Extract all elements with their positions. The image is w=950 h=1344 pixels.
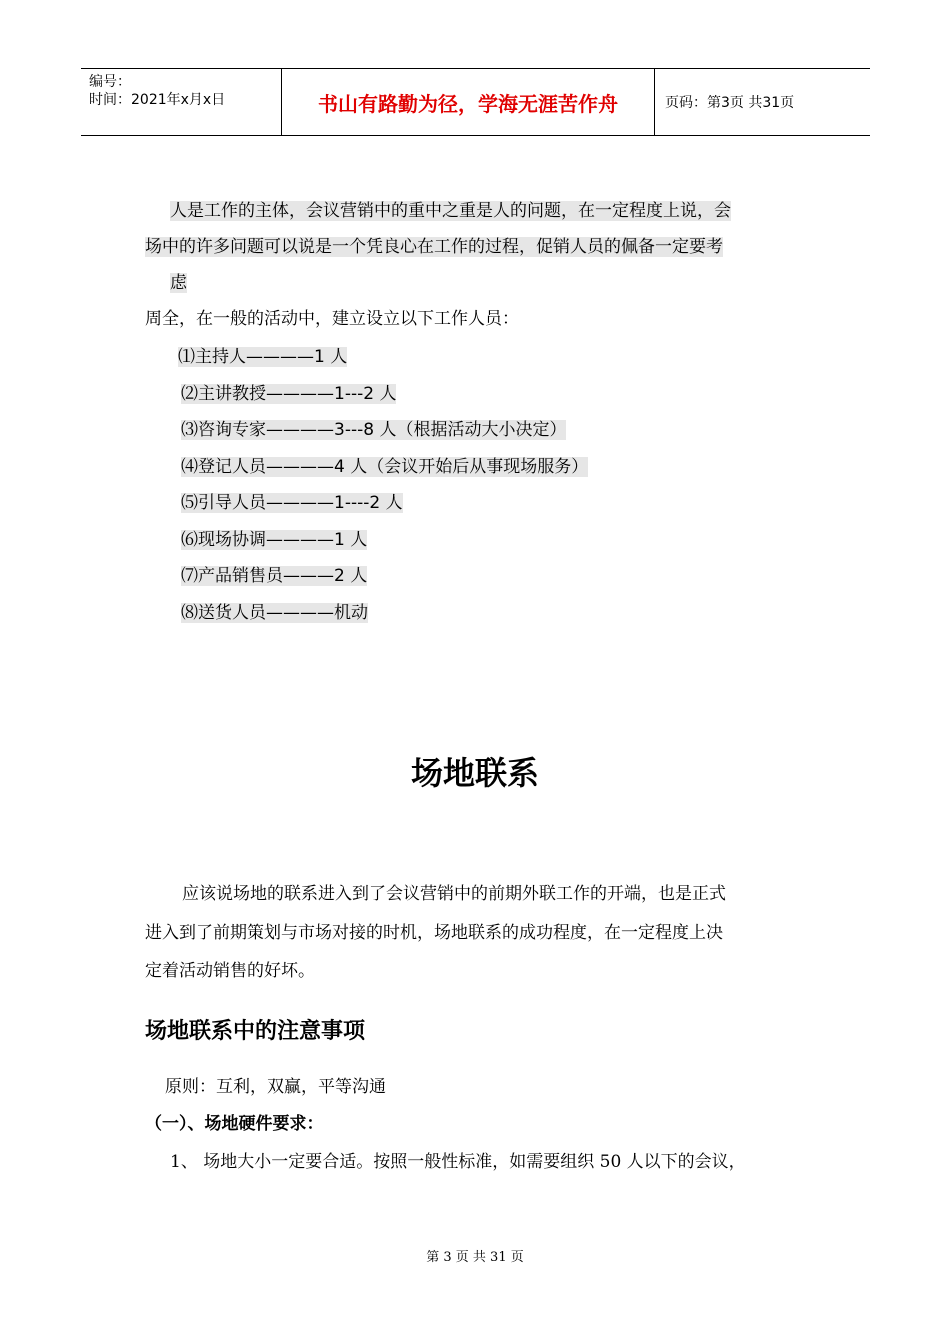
header-motto: 书山有路勤为径，学海无涯苦作舟 (318, 91, 618, 116)
time-label: 时间：2021年x月x日 (89, 92, 226, 108)
principle: 原则：互利，双赢，平等沟通 (165, 1077, 386, 1097)
section-para-line-2: 进入到了前期策划与市场对接的时机，场地联系的成功程度，在一定程度上决 (145, 923, 723, 943)
staff-list (178, 339, 588, 631)
list-item: ⑷登记人员————4 人（会议开始后从事现场服务） (181, 456, 589, 477)
page-footer: 第 3 页 共 31 页 (426, 1250, 524, 1265)
list-item: ⑴主持人————1 人 (178, 347, 348, 367)
section-para-line-3: 定着活动销售的好坏。 (145, 961, 315, 981)
header-meta (81, 69, 282, 135)
list-item: ⑸引导人员————1----2 人 (181, 493, 403, 513)
header-table (81, 68, 870, 136)
intro-line-3: 虑 (170, 273, 187, 293)
intro-line-1: 人是工作的主体，会议营销中的重中之重是人的问题，在一定程度上说，会 (170, 201, 731, 221)
header-motto-cell (282, 69, 655, 135)
intro-line-2: 场中的许多问题可以说是一个凭良心在工作的过程，促销人员的佩备一定要考 (145, 237, 723, 257)
list-item: ⑵主讲教授————1---2 人 (181, 383, 397, 404)
section-title: 场地联系 (410, 754, 539, 792)
list-item: ⑶咨询专家————3---8 人（根据活动大小决定） (181, 420, 567, 440)
intro-line-4: 周全，在一般的活动中，建立设立以下工作人员： (145, 309, 519, 329)
list-item: ⑻送货人员————机动 (181, 602, 368, 623)
subsection-title: 场地联系中的注意事项 (145, 1019, 366, 1044)
number-label: 编号： (89, 74, 131, 90)
header-page-info: 页码：第3页 共31页 (665, 95, 795, 111)
list-item: ⑹现场协调————1 人 (181, 529, 368, 550)
list-item: ⑺产品销售员———2 人 (181, 566, 368, 586)
section-para-line-1: 应该说场地的联系进入到了会议营销中的前期外联工作的开端，也是正式 (182, 884, 726, 904)
item-1: 1、 场地大小一定要合适。按照一般性标准，如需要组织 50 人以下的会议， (170, 1152, 746, 1172)
hardware-heading: （一）、场地硬件要求： (145, 1114, 324, 1134)
